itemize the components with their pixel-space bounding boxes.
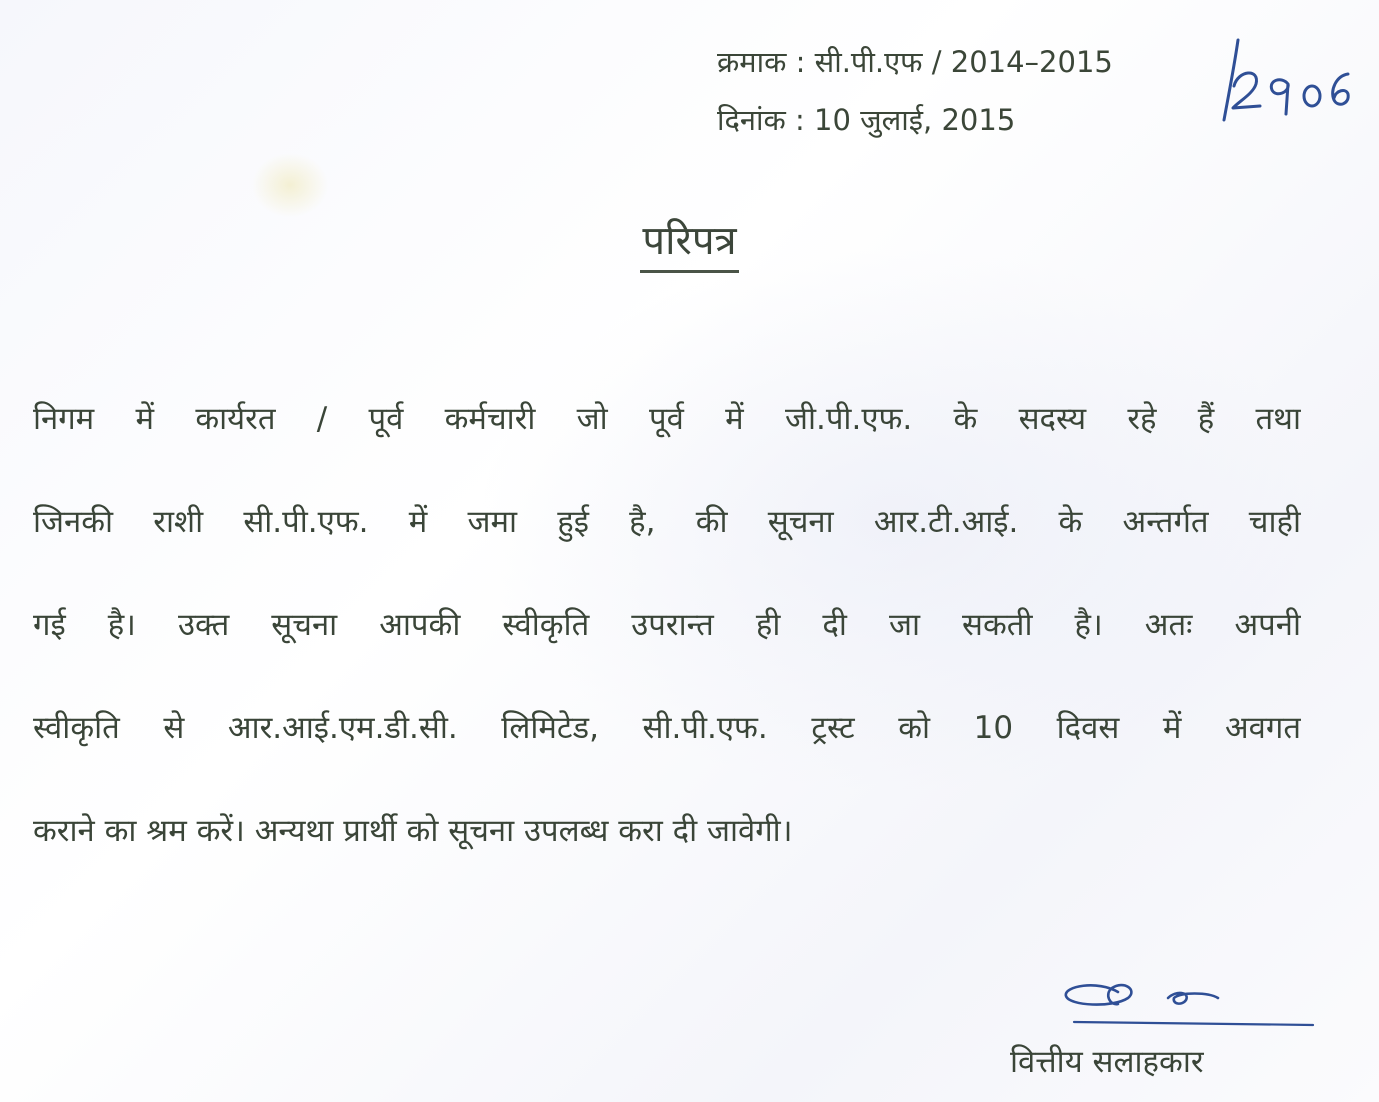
reference-number: क्रमाक : सी.पी.एफ / 2014–2015 (717, 45, 1113, 79)
reference-date: दिनांक : 10 जुलाई, 2015 (717, 103, 1016, 137)
body-line: कराने का श्रम करें। अन्यथा प्रार्थी को सूचना उपलब्ध करा दी जावेगी। (33, 813, 793, 849)
circular-body (33, 368, 1301, 883)
document-title (0, 215, 1379, 273)
body-line: निगम में कार्यरत / पूर्व कर्मचारी जो पूर्व में जी.पी.एफ. के सदस्य रहे हैं तथा (33, 401, 1301, 437)
title-text: परिपत्र (640, 215, 738, 273)
body-line: स्वीकृति से आर.आई.एम.डी.सी. लिमिटेड, सी.पी.एफ. ट्रस्ट को 10 दिवस में अवगत (33, 710, 1301, 746)
signatory-title: वित्तीय सलाहकार (1010, 1044, 1204, 1080)
signature (1058, 970, 1318, 1030)
handwritten-reference-number (1216, 28, 1366, 128)
body-line: गई है। उक्त सूचना आपकी स्वीकृति उपरान्त ही दी जा सकती है। अतः अपनी (33, 607, 1301, 643)
body-line: जिनकी राशी सी.पी.एफ. में जमा हुई है, की सूचना आर.टी.आई. के अन्तर्गत चाही (33, 504, 1301, 540)
